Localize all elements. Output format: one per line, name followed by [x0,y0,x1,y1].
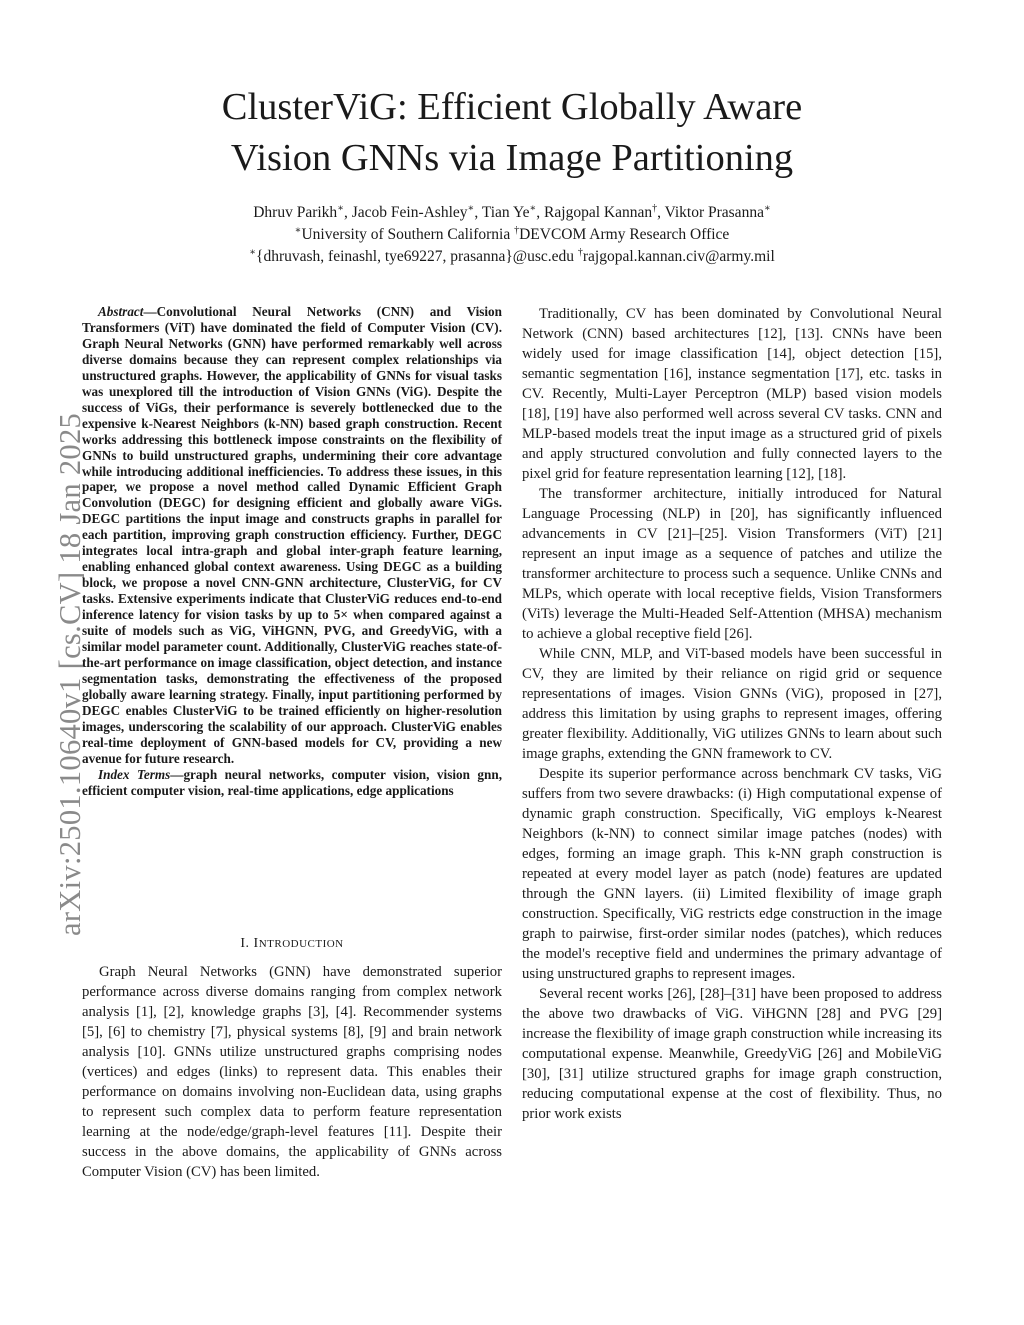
right-column [522,304,942,1124]
email-devcom: rajgopal.kannan.civ@army.mil [582,248,775,265]
paragraph: While CNN, MLP, and ViT-based models have been successful in CV, they are limited by their reliance on rigid grid or sequence representations of images. Vision GNNs (ViG), proposed in [27], address this limitation by using graphs to represent images, offering greater flexibility. Additionally, ViG utilizes GNNs to learn about such image graphs, extending the GNN framework to CV. [522,646,942,762]
author-emails [80,246,944,268]
section-number: I. [240,936,250,951]
author-mark: ∗ [763,203,771,214]
left-column [82,304,502,1180]
title-line-2: Vision GNNs via Image Partitioning [230,137,794,179]
section-heading-introduction [82,936,502,952]
author-name: Jacob Fein-Ashley [351,204,468,221]
section-title-rest: NTRODUCTION [258,938,344,950]
paragraph: Despite its superior performance across benchmark CV tasks, ViG suffers from two severe drawbacks: (i) High computational expense of dynamic graph construction. Specifically, ViG employs k-Nearest Neighbors (k-NN) to connect similar image patches (nodes) with edges, forming an image graph. This k-NN graph construction is repeated at every model layer as patch (node) features are updated through the GNN layers. (ii) Limited flexibility of image graph construction. Specifically, ViG restricts edge construction in the image graph to pairwise, first-order similar nodes (patches), which reduces the model's receptive field and undermines the primary advantage of using unstructured graphs to represent images. [522,766,942,982]
author-mark: ∗ [467,203,475,214]
email-mark: † [577,247,583,258]
index-terms-lead: Index Terms [98,766,171,782]
abstract: Abstract—Convolutional Neural Networks (CNN) and Vision Transformers (ViT) have dominated the field of Computer Vision (CV). Graph Neural Networks (GNN) have performed remarkably well across diverse domains because they can represent complex relationships via unstructured graphs. However, the applicability of GNNs for visual tasks was unexplored till the introduction of Vision GNNs (ViG). Despite the success of ViGs, their performance is severely bottlenecked due to the expensive k-Nearest Neighbors (k-NN) based graph construction. Recent works addressing this bottleneck impose constraints on the flexibility of GNNs to build unstructured graphs, undermining their core advantage while introducing additional inefficiencies. To address these issues, in this paper, we propose a novel method called Dynamic Efficient Graph Convolution (DEGC) for designing efficient and globally aware ViGs. DEGC partitions the input image and constructs graphs in parallel for each partition, improving graph construction efficiency. Further, DEGC integrates local intra-graph and global inter-graph feature learning, enabling enhanced global context awareness. Using DEGC as a building block, we propose a novel CNN-GNN architecture, ClusterViG, for CV tasks. Extensive experiments indicate that ClusterViG reduces end-to-end inference latency for vision tasks by up to 5× when compared against a suite of models such as ViG, ViHGNN, PVG, and GreedyViG, with a similar model parameter count. Additionally, ClusterViG reaches state-of-the-art performance on image classification, object detection, and instance segmentation tasks, demonstrating the effectiveness of the proposed globally aware learning strategy. Finally, input partitioning performed by DEGC enables ClusterViG to be trained efficiently on higher-resolution images, underscoring the scalability of our approach. ClusterViG enables real-time deployment of GNN-based models for CV, providing a new avenue for future research. [82,304,502,766]
author-name: Rajgopal Kannan [544,204,653,221]
author-list: Dhruv Parikh∗, Jacob Fein-Ashley∗, Tian Ye∗, Rajgopal Kannan†, Viktor Prasanna∗ [253,203,771,221]
paragraph: Several recent works [26], [28]–[31] have been proposed to address the above two drawbacks of ViG. ViHGNN [28] and PVG [29] increase the flexibility of image graph construction while increasing its computational expense. Meanwhile, GreedyViG [26] and MobileViG [30], [31] utilize structured graphs for image graph construction, reducing computational expense at the cost of flexibility. Thus, no prior work exists [522,986,942,1122]
paragraph: The transformer architecture, initially introduced for Natural Language Processing (NLP) in [20], has significantly influenced advancements in CV [21]–[25]. Vision Transformers (ViT) [21] represent an input image as a sequence of patches and utilize the transformer architecture to process such a sequence. Unlike CNNs and MLPs, which operate with local receptive fields, Vision Transformers (ViTs) leverage the Multi-Headed Self-Attention (MHSA) mechanism to achieve a global receptive field [26]. [522,486,942,642]
index-terms: Index Terms—graph neural networks, computer vision, vision gnn, efficient computer vision, real-time applications, edge applications [82,766,502,798]
affiliation-usc: University of Southern California [301,226,511,243]
intro-left-text [82,962,502,1182]
paragraph: Traditionally, CV has been dominated by Convolutional Neural Network (CNN) based architectures [12], [13]. CNNs have been widely used for image classification [14], object detection [15], semantic segmentation [16], instance segmentation [17], etc. tasks in CV. Recently, Multi-Layer Perceptron (MLP) based vision models [18], [19] have also performed well across several CV tasks. CNN and MLP-based models treat the input image as a structured grid of pixels and apply structured convolution and fully connected layers to the pixel grid for feature representation learning [12], [18]. [522,306,942,482]
affil-mark: † [514,225,520,236]
section-title-initial: I [253,936,259,951]
abstract-text: Convolutional Neural Networks (CNN) and Vision Transformers (ViT) have dominated the field of Computer Vision (CV). Graph Neural Networks (GNN) have performed remarkably well across diverse domains because they can represent complex relationships via unstructured graphs. However, the applicability of GNNs for visual tasks was unexplored till the introduction of Vision GNNs (ViG). Despite the success of ViGs, their performance is severely bottlenecked due to the expensive k-Nearest Neighbors (k-NN) based graph construction. Recent works addressing this bottleneck impose constraints on the flexibility of GNNs to build unstructured graphs, undermining their core advantage while introducing additional inefficiencies. To address these issues, in this paper, we propose a novel method called Dynamic Efficient Graph Convolution (DEGC) for designing efficient and globally aware ViGs. DEGC partitions the input image and constructs graphs in parallel for each partition, improving graph construction efficiency. Further, DEGC integrates local intra-graph and global inter-graph feature learning, enabling enhanced global context awareness. Using DEGC as a building block, we propose a novel CNN-GNN architecture, ClusterViG, for CV tasks. Extensive experiments indicate that ClusterViG reduces end-to-end inference latency for vision tasks by up to 5× when compared against a suite of models such as ViG, ViHGNN, PVG, and GreedyViG, with a similar model parameter count. Additionally, ClusterViG reaches state-of-the-art performance on image classification, object detection, and instance segmentation tasks, demonstrating the effectiveness of the proposed globally aware learning strategy. Finally, input partitioning performed by DEGC enables ClusterViG to be trained efficiently on higher-resolution images, underscoring the scalability of our approach. ClusterViG enables real-time deployment of GNN-based models for CV, providing a new avenue for future research. [82,304,502,766]
author-mark: ∗ [529,203,537,214]
author-mark: † [652,203,658,214]
author-name: Tian Ye [481,204,530,221]
title-line-1: ClusterViG: Efficient Globally Aware [221,86,803,128]
email-usc: {dhruvash, feinashl, tye69227, prasanna}@usc.edu [256,248,574,265]
author-mark: ∗ [337,203,344,214]
arxiv-stamp: arXiv:2501.10640v1 [cs.CV] 18 Jan 2025 [53,412,87,936]
email-mark: ∗ [249,247,257,258]
affiliation-devcom: DEVCOM Army Research Office [519,226,730,243]
affil-mark: ∗ [294,225,302,236]
index-terms-text: graph neural networks, computer vision, vision gnn, efficient computer vision, real-time applications, edge applications [82,766,502,798]
author-name: Dhruv Parikh [253,204,338,221]
abstract-lead: Abstract [98,304,144,319]
paper-title [120,82,904,184]
paragraph: Graph Neural Networks (GNN) have demonstrated superior performance across diverse domains ranging from complex network analysis [1], [2], knowledge graphs [3], [4]. Recommender systems [5], [6] to chemistry [7], physical systems [8], [9] and brain network analysis [10]. GNNs utilize unstructured graphs comprising nodes (vertices) and edges (links) to represent data. This enables their performance on domains involving non-Euclidean data, using graphs to represent such complex data to perform feature representation learning at the node/edge/graph-level features [11]. Despite their success in the above domains, the applicability of GNNs across Computer Vision (CV) has been limited. [82,964,502,1180]
author-name: Viktor Prasanna [664,204,764,221]
affiliations [80,224,944,246]
